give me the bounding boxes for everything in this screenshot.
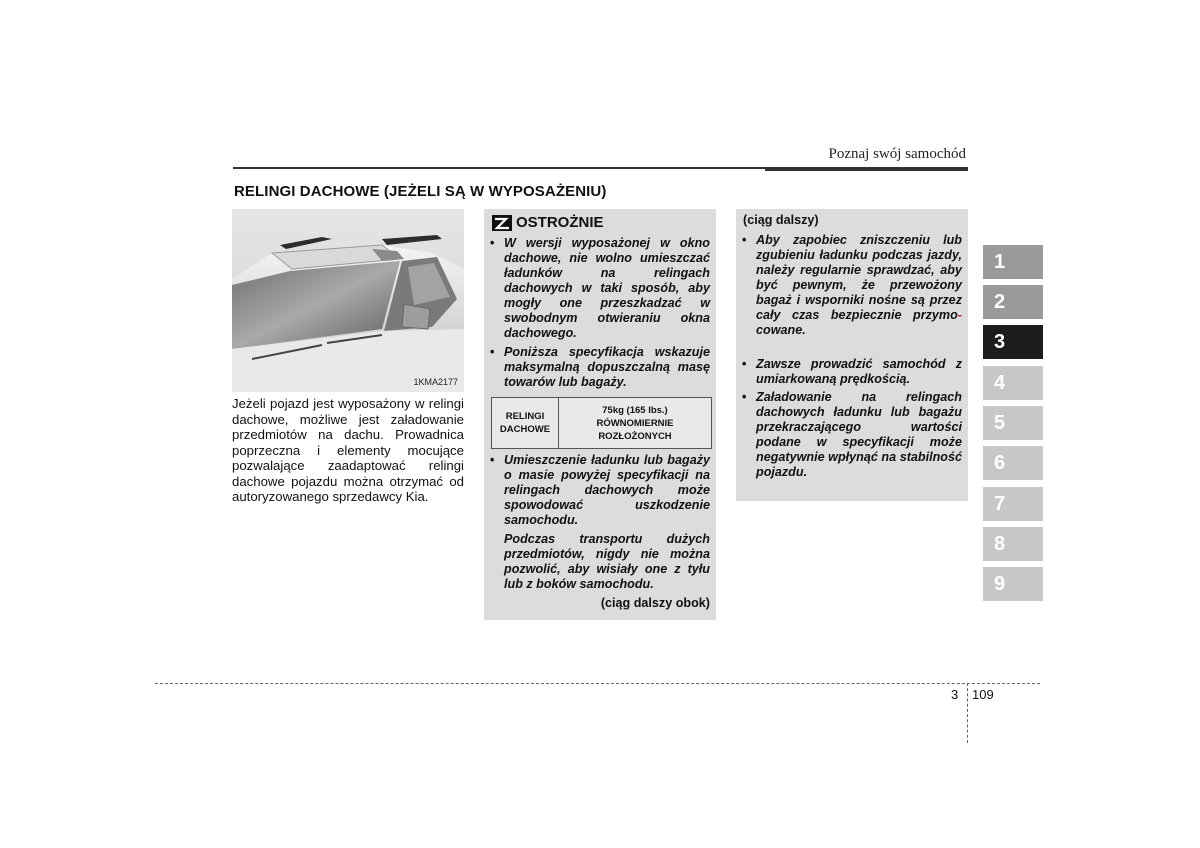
continued-bullet-text: Załadowanie na relingach dachowych ładunku lub bagażu przekraczającego wartości podane w specyfikacji może negatywnie wpłynąć na stabilność pojazdu. xyxy=(756,390,962,479)
car-roof-illustration xyxy=(232,209,464,392)
header-bar xyxy=(765,167,968,171)
continued-bullet-text: Zawsze prowadzić samochód z umiarkowaną prędkością. xyxy=(756,357,962,386)
footer-divider xyxy=(967,683,968,743)
caution-bullet-text: Poniższa specyfikacja wskazuje maksymalną dopuszczalną masę towarów lub bagaży. xyxy=(504,345,710,389)
section-title: RELINGI DACHOWE (JEŻELI SĄ W WYPOSAŻENIU) xyxy=(234,183,607,200)
caution-bullet-text: Umieszczenie ładunku lub bagaży o masie powyżej specyfikacji na relingach dachowych może spowodować uszkodzenie samochodu. xyxy=(504,453,710,527)
bullet-marker: • xyxy=(490,236,495,250)
bullet-marker: • xyxy=(742,357,747,371)
continued-bullet xyxy=(742,390,962,480)
continued-bullet-text: Aby zapobiec zniszczeniu lub zgubieniu ładunku podczas jazdy, należy regularnie sprawdzać, aby być pewnym, że przewożony bagaż i wsporniki nośne są przez cały czas bezpiecznie przymo xyxy=(756,233,962,322)
bullet-marker: • xyxy=(742,390,747,404)
bullet-marker: • xyxy=(490,453,495,467)
photo-code: 1KMA2177 xyxy=(413,377,458,387)
chapter-tab-1[interactable]: 1 xyxy=(983,245,1043,279)
continued-bullet xyxy=(742,357,962,387)
running-header: Poznaj swój samochód xyxy=(828,146,966,162)
chapter-tab-9[interactable]: 9 xyxy=(983,567,1043,601)
footer-rule xyxy=(155,683,1040,684)
spec-label-line: RELINGI xyxy=(505,411,545,422)
spec-label-cell xyxy=(492,398,559,448)
chapter-tab-4[interactable]: 4 xyxy=(983,366,1043,400)
caution-bullet xyxy=(490,453,710,528)
footer-chapter: 3 xyxy=(951,687,959,702)
spec-table xyxy=(491,397,712,449)
caution-bullet xyxy=(490,236,710,341)
continued-note: (ciąg dalszy obok) xyxy=(600,596,710,610)
caution-paragraph: Podczas transportu dużych przedmiotów, nigdy nie można pozwolić, aby wisiały one z tyłu lub z boków samochodu. xyxy=(504,532,710,591)
spec-label-line: DACHOWE xyxy=(499,424,551,435)
chapter-tab-3[interactable]: 3 xyxy=(983,325,1043,359)
chapter-tab-2[interactable]: 2 xyxy=(983,285,1043,319)
chapter-tab-5[interactable]: 5 xyxy=(983,406,1043,440)
page-number: 109 xyxy=(972,687,994,702)
continued-bullet-text-end: cowane. xyxy=(756,323,806,337)
caution-bullet-text: W wersji wyposażonej w okno dachowe, nie wolno umieszczać ładunków na relingach dachowych w taki sposób, aby mogły one przeszkadzać w swobodnym otwieraniu okna dachowego. xyxy=(504,236,710,340)
continued-heading: (ciąg dalszy) xyxy=(743,213,819,227)
bullet-marker: • xyxy=(742,233,747,247)
bullet-marker: • xyxy=(490,345,495,359)
chapter-tab-7[interactable]: 7 xyxy=(983,487,1043,521)
caution-bullet xyxy=(490,345,710,390)
intro-paragraph: Jeżeli pojazd jest wyposażony w relingi dachowe, możliwe jest załadowanie przedmiotów na dachu. Prowadnica poprzeczna i elementy mocujące pozwalające zaadaptować relingi dachowe pojazdu można otrzymać od autoryzowanego sprzedawcy Kia. xyxy=(232,396,464,504)
chapter-tab-8[interactable]: 8 xyxy=(983,527,1043,561)
roof-rack-photo xyxy=(232,209,464,392)
spec-value-line: 75kg (165 lbs.) xyxy=(602,404,668,416)
caution-icon xyxy=(492,215,512,231)
spec-value-cell xyxy=(559,398,711,448)
hyphen-mark: - xyxy=(957,308,962,322)
spec-value-line: RÓWNOMIERNIE xyxy=(596,417,674,429)
caution-heading-text: OSTROŻNIE xyxy=(516,214,604,231)
spec-value-line: ROZŁOŻONYCH xyxy=(598,430,672,442)
chapter-tab-6[interactable]: 6 xyxy=(983,446,1043,480)
caution-heading xyxy=(492,214,604,231)
continued-bullet xyxy=(742,233,962,338)
